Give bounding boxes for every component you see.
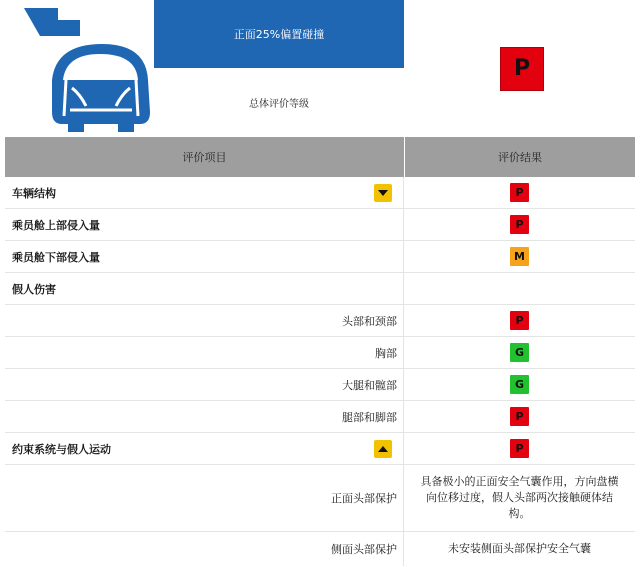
row-label-vehicle-structure: 车辆结构 (12, 186, 56, 200)
test-name: 正面25%偏置碰撞 (154, 0, 404, 68)
rating-badge: G (510, 343, 529, 362)
rating-badge: P (510, 183, 529, 202)
row-label-head-neck: 头部和颈部 (342, 314, 397, 328)
overall-rating-label: 总体评价等级 (154, 68, 404, 137)
row-label-dummy-injury: 假人伤害 (12, 282, 56, 296)
row-label-lower-intrusion: 乘员舱下部侵入量 (12, 250, 100, 264)
row-label-upper-intrusion: 乘员舱上部侵入量 (12, 218, 100, 232)
table-row (5, 177, 635, 209)
rating-badge: P (510, 215, 529, 234)
column-header-item: 评价项目 (5, 137, 405, 177)
row-label-side-head: 侧面头部保护 (331, 543, 397, 556)
rating-table (5, 177, 635, 566)
table-row (5, 433, 635, 465)
crash-test-logo (0, 0, 154, 137)
test-header (0, 0, 640, 137)
result-note: 未安装侧面头部保护安全气囊 (448, 542, 591, 555)
rating-badge: P (510, 407, 529, 426)
row-label-chest: 胸部 (375, 346, 397, 360)
row-label-leg-foot: 腿部和脚部 (342, 410, 397, 424)
table-row (5, 337, 635, 369)
table-row (5, 401, 635, 433)
table-row (5, 532, 635, 566)
row-label-frontal-head: 正面头部保护 (331, 492, 397, 505)
result-note: 具备极小的正面安全气囊作用，方向盘横向位移过度，假人头部两次接触硬体结构。 (420, 475, 619, 520)
rating-badge: M (510, 247, 529, 266)
table-header (5, 137, 635, 177)
offset-crash-car-icon (0, 0, 154, 137)
row-label-restraints: 约束系统与假人运动 (12, 442, 111, 456)
table-row (5, 241, 635, 273)
rating-badge: P (510, 311, 529, 330)
overall-rating-cell (404, 0, 640, 137)
expand-toggle-icon[interactable] (374, 440, 392, 458)
rating-badge: G (510, 375, 529, 394)
collapse-toggle-icon[interactable] (374, 184, 392, 202)
table-row (5, 305, 635, 337)
table-row (5, 369, 635, 401)
table-row (5, 273, 635, 305)
row-label-thigh-hip: 大腿和髋部 (342, 378, 397, 392)
table-row (5, 209, 635, 241)
rating-badge: P (510, 439, 529, 458)
table-row (5, 465, 635, 532)
overall-rating-badge: P (500, 47, 544, 91)
column-header-result: 评价结果 (498, 151, 542, 164)
